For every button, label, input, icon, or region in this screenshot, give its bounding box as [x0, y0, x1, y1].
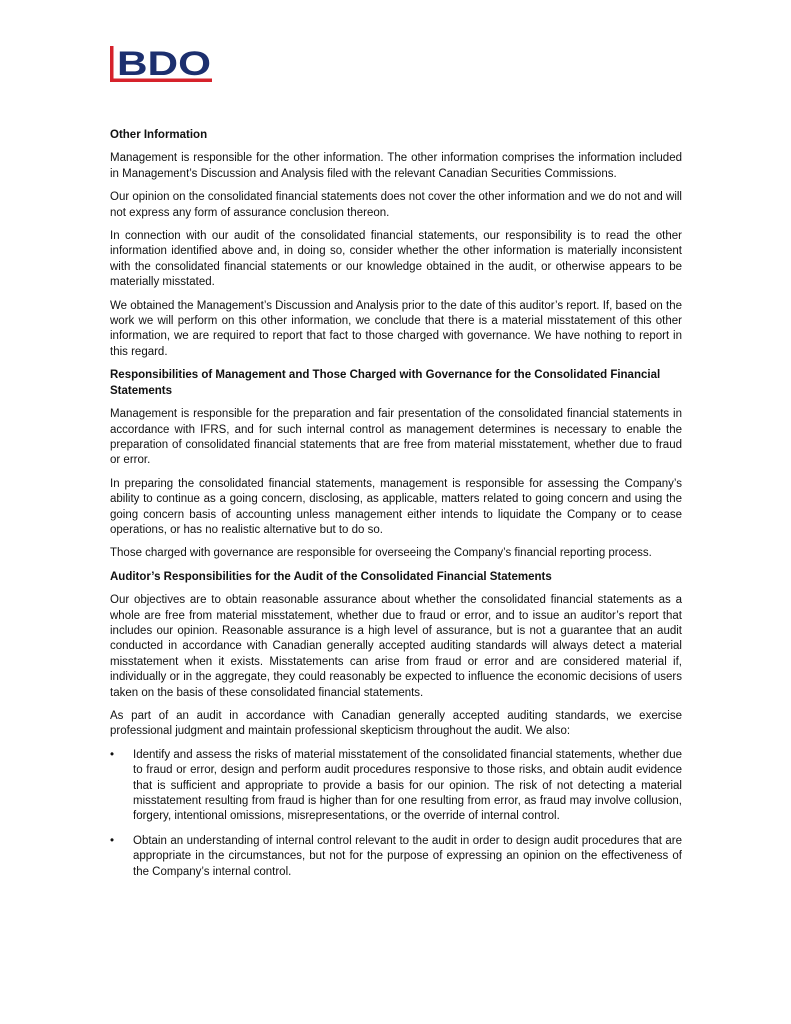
paragraph: Our objectives are to obtain reasonable assurance about whether the consolidated financial statements as a whole are free from material misstatement, whether due to fraud or error, and to issue an auditor’s report that includes our opinion. Reasonable assurance is a high level of assurance, but is not a guarantee that an audit conducted in accordance with Canadian generally accepted auditing standards will always detect a material misstatement when it exists. Misstatements can arise from fraud or error and are considered material if, individually or in the aggregate, they could reasonably be expected to influence the economic decisions of users taken on the basis of these consolidated financial statements. [110, 594, 682, 699]
section-heading-management-responsibilities: Responsibilities of Management and Those Charged with Governance for the Consolidated Financial Statements [110, 369, 661, 397]
bullet-icon: • [110, 834, 115, 847]
bullet-item [110, 748, 682, 825]
bdo-logo-mark [110, 44, 214, 86]
paragraph: Management is responsible for the other information. The other information comprises the information included in Management’s Discussion and Analysis filed with the relevant Canadian Securities Commissions. [110, 152, 682, 180]
paragraph: In connection with our audit of the consolidated financial statements, our responsibility is to read the other information identified above and, in doing so, consider whether the other information is materially inconsistent with the consolidated financial statements or our knowledge obtained in the audit, or otherwise appears to be materially misstated. [110, 230, 682, 289]
bullet-text: Identify and assess the risks of material misstatement of the consolidated financial statements, whether due to fraud or error, design and perform audit procedures responsive to those risks, and obtain audit evidence that is sufficient and appropriate to provide a basis for our opinion. The risk of not detecting a material misstatement resulting from fraud is higher than for one resulting from error, as fraud may involve collusion, forgery, intentional omissions, misrepresentations, or the override of internal control. [133, 748, 682, 823]
document-body [110, 128, 682, 889]
paragraph: We obtained the Management’s Discussion and Analysis prior to the date of this auditor’s report. If, based on the work we will perform on this other information, we conclude that there is a material misstatement of this other information, we are required to report that fact to those charged with governance. We have nothing to report in this regard. [110, 299, 682, 358]
paragraph: As part of an audit in accordance with Canadian generally accepted auditing standards, we exercise professional judgment and maintain professional skepticism throughout the audit. We also: [110, 710, 682, 738]
paragraph: Our opinion on the consolidated financial statements does not cover the other information and we do not and will not express any form of assurance conclusion thereon. [110, 191, 682, 219]
paragraph: In preparing the consolidated financial statements, management is responsible for assessing the Company’s ability to continue as a going concern, disclosing, as applicable, matters related to going concern and using the going concern basis of accounting unless management either intends to liquidate the Company or to cease operations, or has no realistic alternative but to do so. [110, 477, 682, 536]
bullet-list [110, 748, 682, 880]
paragraph: Those charged with governance are responsible for overseeing the Company’s financial reporting process. [110, 547, 652, 560]
paragraph: Management is responsible for the preparation and fair presentation of the consolidated financial statements in accordance with IFRS, and for such internal control as management determines is necessary to enable the preparation of consolidated financial statements that are free from material misstatement, whether due to fraud or error. [110, 408, 682, 467]
bdo-logo [110, 44, 214, 86]
section-heading-other-information: Other Information [110, 129, 208, 141]
bdo-logo-text: BDO [117, 45, 211, 83]
bullet-item [110, 834, 682, 880]
bullet-text: Obtain an understanding of internal control relevant to the audit in order to design audit procedures that are appropriate in the circumstances, but not for the purpose of expressing an opinion on the effectiveness of the Company’s internal control. [133, 834, 682, 878]
bullet-icon: • [110, 748, 115, 761]
section-heading-auditor-responsibilities: Auditor’s Responsibilities for the Audit of the Consolidated Financial Statements [110, 570, 552, 583]
